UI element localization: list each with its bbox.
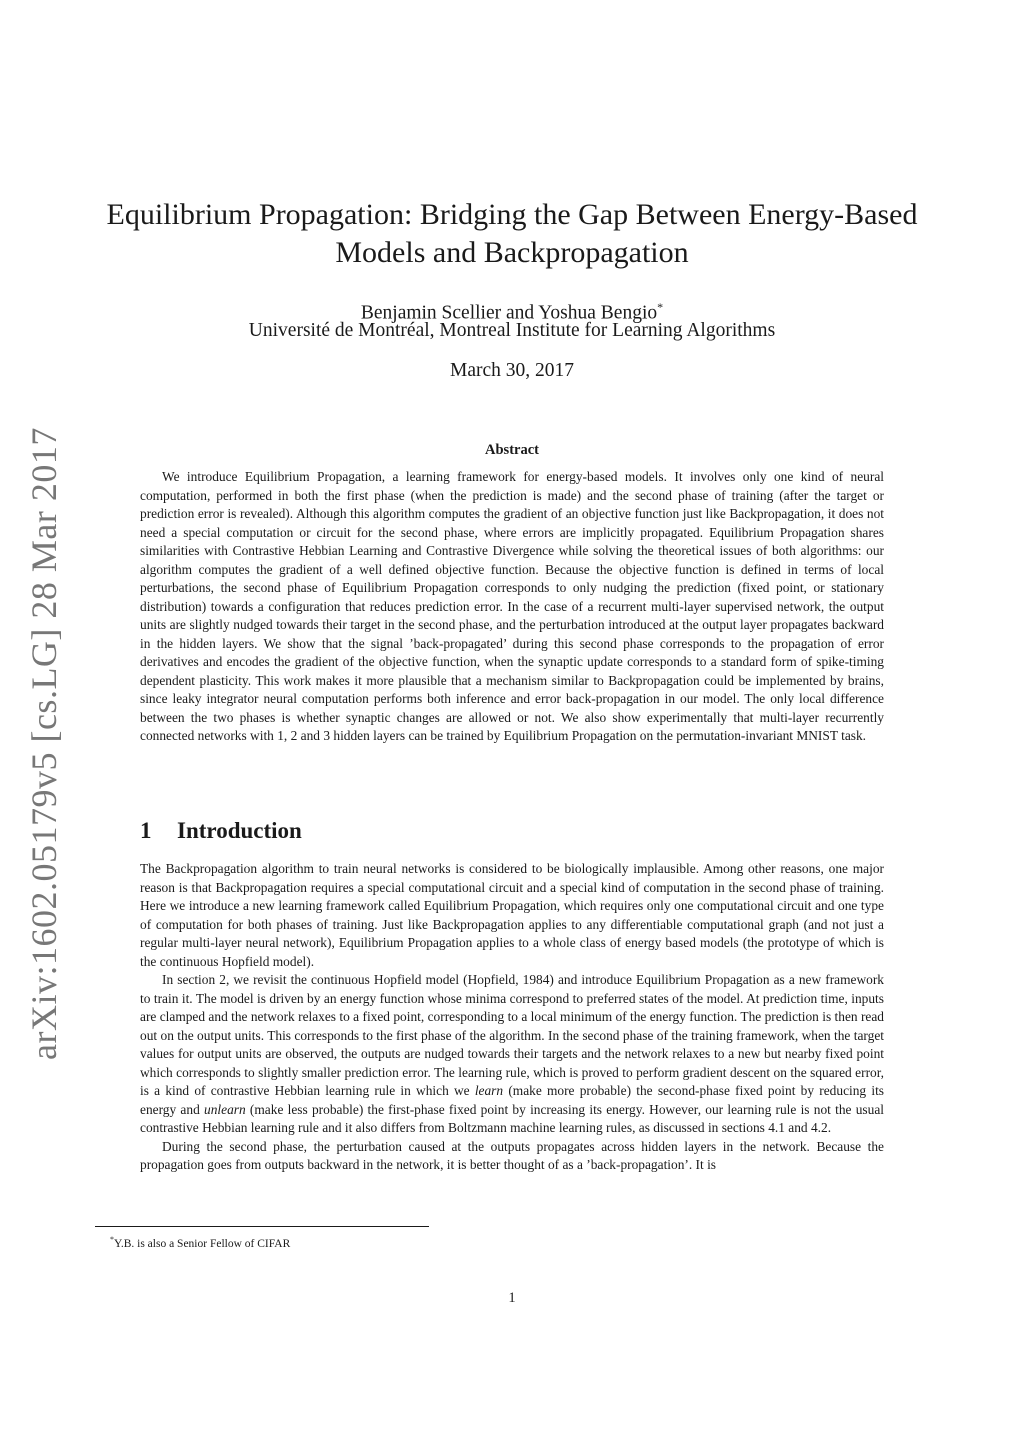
author-footnote-mark: *	[657, 300, 664, 314]
arxiv-identifier-stamp[interactable]: arXiv:1602.05179v5 [cs.LG] 28 Mar 2017	[24, 427, 64, 1060]
section-heading-introduction	[140, 816, 302, 846]
emphasis-unlearn: unlearn	[204, 1101, 246, 1117]
section-title: Introduction	[177, 818, 302, 843]
page-number: 1	[508, 1290, 516, 1306]
footnote	[110, 1232, 290, 1252]
intro-paragraph-2-part-a: In section 2, we revisit the continuous Hopfield model (Hopfield, 1984) and introduce Equilibrium Propagation as a new framework to train it. The model is driven by an energy function whose minima correspond to preferred states of the model. At prediction time, inputs are clamped and the network relaxes to a fixed point, corresponding to a local minimum of the energy function. The prediction is then read out on the output units. This corresponds to the first phase of the algorithm. In the second phase of the training framework, when the target values for output units are observed, the outputs are nudged towards their targets and the network relaxes to a new but nearby fixed point which corresponds to slightly smaller prediction error. The learning rule, which is proved to perform gradient descent on the squared error, is a kind of contrastive Hebbian learning rule in which we	[140, 972, 884, 1098]
title-line-1: Equilibrium Propagation: Bridging the Gap Between Energy-Based	[106, 198, 918, 231]
intro-paragraph-2-part-c: (make less probable) the first-phase fixed point by increasing its energy. However, our learning rule is not the usual contrastive Hebbian learning rule and it also differs from Boltzmann machine learning rules, as discussed in sections 4.1 and 4.2.	[140, 1101, 884, 1135]
abstract-heading: Abstract	[485, 442, 539, 458]
introduction-body	[140, 860, 884, 1175]
footnote-divider	[95, 1226, 429, 1227]
publication-date: March 30, 2017	[449, 360, 575, 381]
author-names: Benjamin Scellier and Yoshua Bengio	[360, 302, 658, 324]
emphasis-learn: learn	[474, 1083, 504, 1098]
intro-paragraph-3: During the second phase, the perturbation caused at the outputs propagates across hidden layers in the network. Because the propagation goes from outputs backward in the network, it is better thought of as a ’back-propagation’. It is	[140, 1138, 884, 1172]
intro-paragraph-1: The Backpropagation algorithm to train neural networks is considered to be biologically implausible. Among other reasons, one major reason is that Backpropagation requires a special computational circuit and a special kind of computation in the second phase of training. Here we introduce a new learning framework called Equilibrium Propagation, which requires only one computational circuit and one type of computation for both phases of training. Just like Backpropagation applies to any differentiable computational graph (and not just a regular multi-layer neural network), Equilibrium Propagation applies to a whole class of energy based models (the prototype of which is the continuous Hopfield model).	[140, 861, 884, 969]
abstract-text: We introduce Equilibrium Propagation, a learning framework for energy-based models. It involves only one kind of neural computation, performed in both the first phase (when the prediction is made) and the second phase of training (after the target or prediction error is revealed). Although this algorithm computes the gradient of an objective function just like Backpropagation, it does not need a special computation or circuit for the second phase, where errors are implicitly propagated. Equilibrium Propagation shares similarities with Contrastive Hebbian Learning and Contrastive Divergence while solving the theoretical issues of both algorithms: our algorithm computes the gradient of a well defined objective function. Because the objective function is defined in terms of local perturbations, the second phase of Equilibrium Propagation corresponds to only nudging the prediction (fixed point, or stationary distribution) towards a configuration that reduces prediction error. In the case of a recurrent multi-layer supervised network, the output units are slightly nudged towards their target in the second phase, and the perturbation introduced at the output layer propagates backward in the hidden layers. We show that the signal ’back-propagated’ during this second phase corresponds to the propagation of error derivatives and encodes the gradient of the objective function, when the synaptic update corresponds to a standard form of spike-timing dependent plasticity. This work makes it more plausible that a mechanism similar to Backpropagation could be implemented by brains, since leaky integrator neural computation performs both inference and error back-propagation in our model. The only local difference between the two phases is whether synaptic changes are allowed or not. We also show experimentally that multi-layer recurrently connected networks with 1, 2 and 3 hidden layers can be trained by Equilibrium Propagation on the permutation-invariant MNIST task.	[140, 469, 884, 743]
footnote-text: Y.B. is also a Senior Fellow of CIFAR	[114, 1237, 291, 1250]
paper-title	[100, 196, 924, 272]
section-number: 1	[140, 818, 152, 843]
intro-paragraph-2-part-b: (make more probable) the second-phase fixed point by reducing its energy and	[140, 1083, 884, 1117]
intro-paragraph-2	[140, 971, 884, 1138]
title-line-2: Models and Backpropagation	[335, 236, 689, 269]
author-affiliation: Université de Montréal, Montreal Institute for Learning Algorithms	[248, 320, 776, 341]
footnote-mark: *	[110, 1235, 114, 1244]
